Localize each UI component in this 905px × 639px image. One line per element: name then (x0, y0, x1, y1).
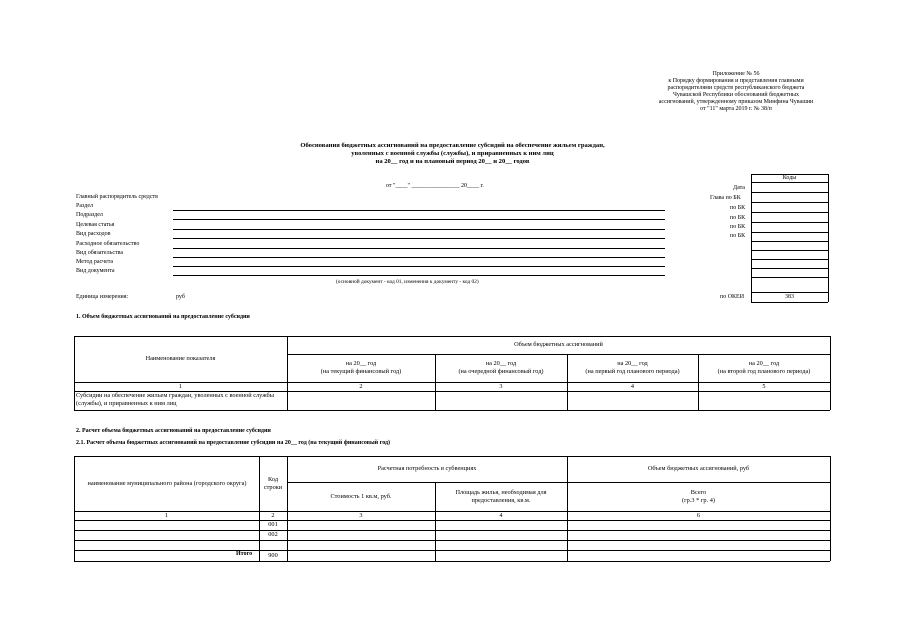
s1-col-2-desc: (на текущий финансовый год) (320, 368, 402, 375)
appendix-block (606, 71, 866, 113)
okei-value: 383 (785, 294, 794, 300)
field-vid-obyaz-label: Вид обязательства (76, 250, 124, 256)
s2-col-total (567, 482, 830, 511)
s1-col-4-year: на 20__ год (617, 360, 648, 368)
s1-col-4 (567, 354, 698, 382)
label-okei: по ОКЕИ (720, 294, 745, 300)
label-celevaya-bk: по БК (730, 224, 746, 230)
s1-col-name: Наименование показателя (145, 355, 216, 363)
appendix-line: к Порядку формирования и представления главными (668, 78, 804, 84)
s2-col-total-label: Всего (690, 488, 707, 496)
field-celevaya-line (173, 229, 665, 230)
section2-subtitle: 2.1. Расчет объема бюджетных ассигнований на предоставление субсидии на 20__ год (на текущий финансовый год) (76, 440, 391, 446)
s2-num-3: 3 (359, 511, 363, 519)
document-title (200, 142, 705, 166)
field-metod-line (173, 266, 665, 267)
s1-col-5-desc: (на второй год планового периода) (717, 368, 811, 375)
field-vid-rashodov-label: Вид расходов (76, 231, 111, 237)
appendix-line: распорядителями средств республиканского бюджета (667, 85, 805, 91)
s2-num-2: 2 (271, 511, 275, 519)
codes-header: Коды (782, 175, 797, 181)
appendix-line: Приложение № 56 (712, 71, 760, 77)
title-line: Обоснования бюджетных ассигнований на предоставление субсидий на обеспечение жильем граждан, (300, 142, 605, 149)
field-vid-doc-label: Вид документа (76, 268, 115, 274)
s1-num-1: 1 (178, 382, 183, 390)
label-glava: Глава по БК (710, 195, 741, 201)
label-podrazdel-bk: по БК (730, 215, 746, 221)
section2-title: 2. Расчет объема бюджетных ассигнований на предоставление субсидии (76, 428, 271, 434)
label-data: Дата (733, 185, 745, 191)
s2-col-cost: Стоимость 1 кв.м, руб. (330, 492, 392, 500)
s2-total-code: 900 (268, 551, 278, 559)
s2-col-name: наименование муниципального района (городского округа) (87, 479, 247, 487)
s1-col-3-year: на 20__ год (485, 360, 517, 368)
field-metod-label: Метод расчета (76, 259, 114, 265)
s1-col-2 (287, 354, 435, 382)
s2-num-1: 1 (164, 511, 169, 519)
s1-col-2-year: на 20__ год (345, 360, 377, 368)
field-rashodnoe-line (173, 248, 665, 249)
field-celevaya-label: Целевая статья (76, 222, 115, 228)
label-razdel-bk: по БК (730, 205, 746, 211)
appendix-line: ассигнований, утвержденному приказом Минфина Чувашии (658, 99, 814, 105)
s2-col-volume: Объем бюджетных ассигнований, руб (647, 465, 750, 473)
s2-code-001: 001 (268, 521, 278, 529)
appendix-line: от "11" марта 2019 г. № 38/п (700, 106, 772, 112)
edinica-label: Единица измерения: (76, 294, 129, 300)
s2-col-area: Площадь жилья, необходимая для предоставления, кв.м. (455, 488, 547, 504)
s2-col-group: Расчетная потребность в субвенциях (377, 465, 477, 473)
field-rashodnoe-label: Расходное обязательство (76, 241, 140, 247)
s1-num-4: 4 (630, 382, 635, 390)
s2-col-code: Код строки (263, 475, 283, 491)
edinica-value: руб (176, 294, 185, 300)
s1-col-4-desc: (на первый год планового периода) (585, 368, 680, 375)
s1-row-label: Субсидии на обеспечение жильем граждан, уволенных с военной службы (службы), и приравненных к ним лиц (76, 392, 274, 407)
s1-col-5 (698, 354, 830, 382)
field-vid-obyaz-line (173, 257, 665, 258)
field-razdel-line (173, 210, 665, 211)
s2-num-4: 4 (499, 511, 503, 519)
field-podrazdel-label: Подраздел (76, 212, 103, 218)
date-line: от "____" ________________ 20____ г. (386, 183, 484, 189)
s1-col-3 (435, 354, 567, 382)
field-razdel-label: Раздел (76, 203, 93, 209)
s2-code-002: 002 (268, 531, 278, 539)
s1-col-3-desc: (на очередной финансовый год) (458, 368, 544, 375)
doc-note: (основной документ - код 01, изменения к документу - код 02) (336, 279, 479, 285)
title-line: на 20__ год и на плановый период 20__ и 20__ годов (375, 158, 530, 165)
section1-title: 1. Объем бюджетных ассигнований на предоставление субсидии (76, 314, 250, 320)
s1-num-3: 3 (499, 382, 503, 390)
field-glavny-label: Главный распорядитель средств (76, 194, 158, 200)
s1-num-2: 2 (359, 382, 363, 390)
label-vid-bk: по БК (730, 233, 746, 239)
s2-col-total-formula: (гр.3 * гр. 4) (682, 496, 715, 504)
title-line: уволенных с военной службы (службы), и приравненных к ним лиц (351, 150, 554, 157)
s1-col-5-year: на 20__ год (748, 360, 780, 368)
s2-num-6: 6 (696, 511, 701, 519)
s1-col-group: Объем бюджетных ассигнований (514, 341, 603, 349)
field-vid-doc-line (173, 275, 665, 276)
field-podrazdel-line (173, 219, 665, 220)
field-vid-line (173, 238, 665, 239)
appendix-line: Чувашской Республики обоснований бюджетных (672, 92, 800, 98)
s2-total-label: Итого (236, 551, 253, 557)
s1-num-5: 5 (762, 382, 766, 390)
